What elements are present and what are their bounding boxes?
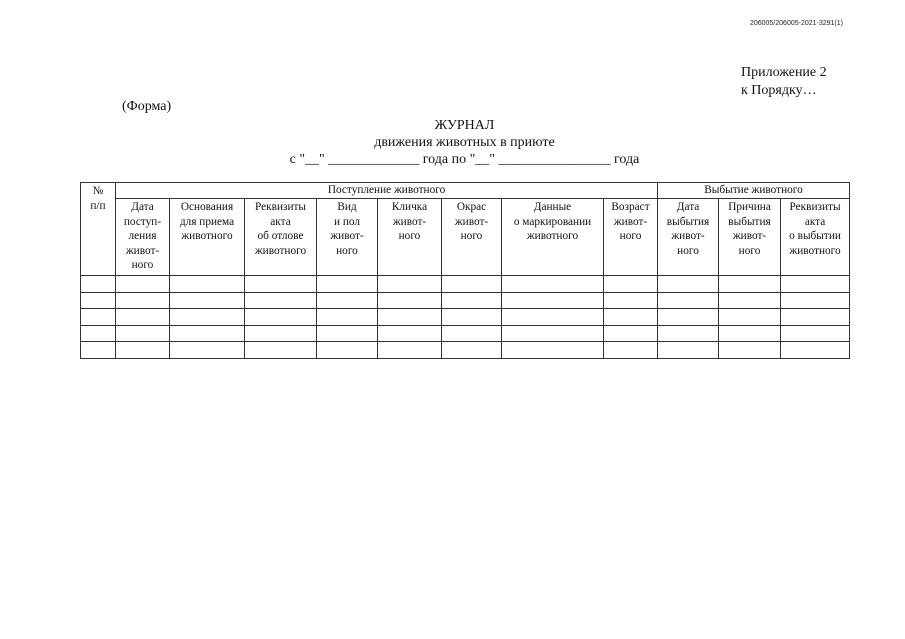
table-cell	[245, 325, 317, 342]
table-cell	[116, 325, 170, 342]
table-cell	[442, 276, 502, 293]
table-row	[81, 309, 850, 326]
intake-group-header: Поступление животного	[116, 183, 658, 199]
table-cell	[81, 309, 116, 326]
table-cell	[116, 342, 170, 359]
table-row	[81, 325, 850, 342]
exit-group-header: Выбытие животного	[658, 183, 850, 199]
column-header: Реквизиты акта о выбытии животного	[781, 199, 850, 276]
table-cell	[502, 276, 604, 293]
table-cell	[719, 292, 781, 309]
table-cell	[781, 309, 850, 326]
table-cell	[604, 309, 658, 326]
table-cell	[81, 276, 116, 293]
table-cell	[719, 325, 781, 342]
table-cell	[378, 276, 442, 293]
column-header: Вид и пол живот- ного	[317, 199, 378, 276]
table-cell	[502, 342, 604, 359]
table-cell	[781, 342, 850, 359]
table-cell	[502, 309, 604, 326]
column-header: Дата поступ- ления живот- ного	[116, 199, 170, 276]
column-header: Возраст живот- ного	[604, 199, 658, 276]
period-line: с "__" _____________ года по "__" ________________ года	[289, 152, 640, 167]
form-label: (Форма)	[122, 99, 172, 114]
table-cell	[781, 325, 850, 342]
table-cell	[170, 342, 245, 359]
table-cell	[116, 309, 170, 326]
table-cell	[81, 325, 116, 342]
table-cell	[116, 292, 170, 309]
table-cell	[658, 292, 719, 309]
table-cell	[719, 309, 781, 326]
table-cell	[442, 292, 502, 309]
column-header: Данные о маркировании животного	[502, 199, 604, 276]
table-row	[81, 292, 850, 309]
table-cell	[442, 309, 502, 326]
group-header-row	[81, 183, 850, 199]
column-header-row	[81, 199, 850, 276]
table-cell	[170, 325, 245, 342]
table-cell	[604, 342, 658, 359]
table-cell	[378, 342, 442, 359]
table-cell	[317, 292, 378, 309]
table-cell	[658, 325, 719, 342]
table-cell	[317, 276, 378, 293]
journal-table	[80, 182, 850, 359]
table-cell	[604, 325, 658, 342]
table-cell	[245, 342, 317, 359]
table-cell	[245, 292, 317, 309]
table-cell	[604, 276, 658, 293]
table-cell	[604, 292, 658, 309]
appendix-note	[741, 64, 827, 100]
appendix-line-1: Приложение 2	[741, 65, 827, 80]
table-cell	[781, 276, 850, 293]
column-header: Окрас живот- ного	[442, 199, 502, 276]
table-cell	[719, 276, 781, 293]
table-cell	[81, 342, 116, 359]
column-header: Причина выбытия живот- ного	[719, 199, 781, 276]
title-block	[80, 117, 849, 168]
table-cell	[502, 325, 604, 342]
table-cell	[170, 276, 245, 293]
document-title: ЖУРНАЛ	[434, 118, 495, 133]
table-cell	[317, 325, 378, 342]
table-row	[81, 276, 850, 293]
document-id: 206005/206005-2021-3291(1)	[749, 20, 843, 27]
column-header: Дата выбытия живот- ного	[658, 199, 719, 276]
table-cell	[442, 342, 502, 359]
table-cell	[378, 309, 442, 326]
table-cell	[170, 309, 245, 326]
column-header: Кличка живот- ного	[378, 199, 442, 276]
table-cell	[245, 276, 317, 293]
table-cell	[781, 292, 850, 309]
column-header: Реквизиты акта об отлове животного	[245, 199, 317, 276]
appendix-line-2: к Порядку…	[741, 83, 817, 98]
table-row	[81, 342, 850, 359]
document-subtitle: движения животных в приюте	[374, 135, 555, 150]
table-cell	[502, 292, 604, 309]
table-cell	[170, 292, 245, 309]
table-cell	[245, 309, 317, 326]
row-number-header: № п/п	[81, 183, 116, 276]
table-cell	[378, 325, 442, 342]
table-cell	[317, 309, 378, 326]
table-cell	[81, 292, 116, 309]
table-body	[81, 276, 850, 359]
table-cell	[378, 292, 442, 309]
table-cell	[658, 309, 719, 326]
table-cell	[442, 325, 502, 342]
table-cell	[658, 276, 719, 293]
table-cell	[116, 276, 170, 293]
table-cell	[317, 342, 378, 359]
column-header: Основания для приема животного	[170, 199, 245, 276]
table-cell	[719, 342, 781, 359]
table-cell	[658, 342, 719, 359]
